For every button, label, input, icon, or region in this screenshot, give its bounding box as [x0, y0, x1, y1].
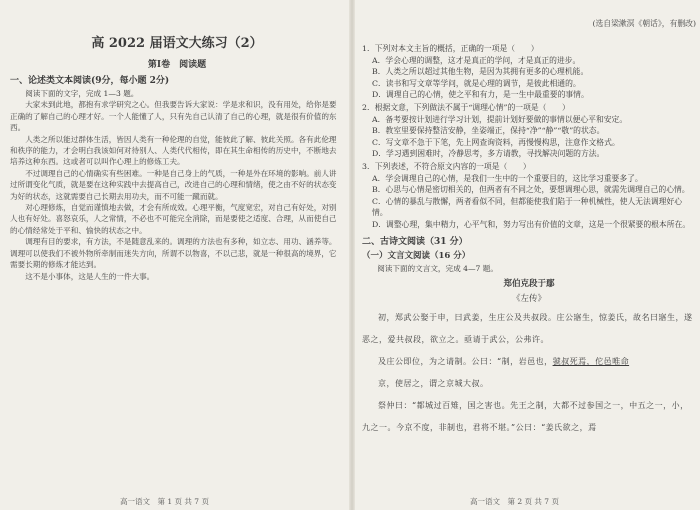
- classic-paragraph: 初，郑武公娶于申，曰武姜，生庄公及共叔段。庄公寤生，惊姜氏，故名曰寤生，遂恶之，爱共叔段，欲立之。亟请于武公，公弗许。: [362, 312, 693, 344]
- q3-option: B．心思与心情是密切相关的，但两者有不同之处，要想调理心思，就需先调理自己的心情。: [372, 185, 690, 195]
- right-page: [362, 18, 696, 504]
- exam-title: 高 2022 届语文大练习（2）: [91, 36, 263, 51]
- classic-source: 《左传》: [511, 293, 546, 304]
- classic-paragraph: 祭仲曰：“都城过百雉，国之害也。先王之制，大都不过参国之一，中五之一，小，九之一。今京不度，非制也，君将不堪。”公曰：“姜氏欲之，焉: [362, 400, 689, 432]
- q1-option: B．人类之所以超过其他生物，是因为其拥有更多的心理机能。: [372, 67, 589, 77]
- passage-paragraph: 调理有目的要求，有方法，不是随意乱来的。调理的方法也有多种，如立志、用功、涵养等。调理可以使我们不被外物所牵制而迷失方向，所谓不以物喜，不以己悲，就是一种很高的境界，它需要长期的修炼才能达到。: [10, 237, 337, 270]
- q3-option: A．学会调理自己的心情，是我们一生中的一个重要目的，这比学习重要多了。: [372, 173, 643, 183]
- q1-option: D．调理自己的心情，使之平和有力，是一生中最重要的事情。: [372, 90, 589, 100]
- q3-option: C．心情的暴乱与散懈，两者看似不同，但都能使我们陷于一种机械性，使人无法调理好心情。: [372, 196, 683, 218]
- classic-title: 郑伯克段于鄢: [503, 278, 555, 289]
- section2-heading: 二、古诗文阅读（31 分）: [362, 236, 468, 247]
- q3-option: D．调整心理，集中精力，心平气和，努力写出有价值的文章，这是一个很紧要的根本所在。: [372, 219, 691, 229]
- q1-option: A．学会心理的调整，这才是真正的学问，才是真正的进步。: [372, 55, 581, 65]
- passage-paragraph: 这不是小事体，这是人生的一件大事。: [25, 271, 155, 281]
- q2-option: C．写文章不急于下笔，先上网查询资料，再慢慢构思，注意作文格式。: [372, 137, 620, 147]
- right-footer: 高一语文 第 2 页 共 7 页: [470, 497, 559, 506]
- passage-paragraph: 人类之所以能过群体生活，皆因人类有一种伦理的自觉，能彼此了解、彼此关照。各有此伦理和秩序的能力，才会明白我该如何对待别人、人类代代相传，即在其生命相传的历史中，不断地去培养这种东西。这或者可以叫作心理上的修炼工夫。: [10, 134, 337, 167]
- left-footer: 高一语文 第 1 页 共 7 页: [120, 497, 209, 506]
- question-1: 1．下列对本文主旨的概括，正确的一项是（ ）: [362, 44, 539, 53]
- section1-heading: 一、论述类文本阅读(9分，每小题 2分): [10, 76, 170, 86]
- underlined-phrase: 虢叔死焉，佗邑唯命: [552, 356, 630, 366]
- source-note: (选自梁漱溟《朝话》，有删改): [592, 19, 696, 28]
- section1-intro: 阅读下面的文字，完成 1—3 题。: [25, 89, 139, 98]
- passage-paragraph: 不过调理自己的心情确实有些困难。一种是自己身上的气质，一种是外在环境的影响。前人讲过所谓变化气质，就是要在这种实践中去提高自己，改进自己的心理和情绪，使之由不好的状态变为好的状态，这就需要自己长期去用功夫，而不可能一蹴而就。: [10, 168, 337, 201]
- q1-option: C．读书和写文章等学问，就是心理的调节，是彼此相通的。: [372, 78, 581, 88]
- question-3: 3．下列表述，不符合原文内容的一项是（ ）: [362, 161, 531, 171]
- section2-intro: 阅读下面的文言文，完成 4—7 题。: [377, 263, 498, 273]
- q2-option: A．备考要按计划进行学习计划，提前计划好要做的事情以便心平和安定。: [372, 114, 628, 124]
- page-fold: [349, 0, 355, 510]
- passage-paragraph: 对心理修炼，自觉而谨慎地去做，才会有所成效。心理平衡，气度宽宏，对自己有好处，对别人也有好处。喜怒哀乐，人之常情，不必也不可能完全消除，而是要使之适度、合理，从而使自己的心情经常处于平和、愉快的状态之中。: [10, 203, 337, 235]
- q2-option: D．学习遇到困难时，冷静思考，多方请教，寻找解决问题的方法。: [372, 149, 605, 159]
- q2-option: B．教室里要保持整洁安静，坐姿端正，保持“净”“静”“敬”的状态。: [372, 126, 605, 136]
- question-2: 2．根据文意，下列做法不属于“调理心情”的一项是（ ）: [362, 102, 570, 112]
- left-page: [10, 18, 344, 504]
- classic-paragraph: [362, 351, 696, 373]
- part1-heading: 第Ⅰ卷 阅读题: [147, 60, 207, 70]
- passage-paragraph: 大家未到此地，都抱有求学研究之心。但我要告诉大家说：学是求和识，没有用处，给你是要正确的了解自己的心理才好。一个人能懂了人，只有先自己认清了自己的心理，就是很有价值的东西。: [10, 100, 337, 133]
- classic-paragraph: 京，使居之，谓之京城大叔。: [378, 378, 489, 388]
- classic-line: 及庄公即位，为之请制。公曰：“制，岩邑也，: [378, 356, 553, 366]
- subsection-heading: （一）文言文阅读（16 分）: [362, 250, 471, 261]
